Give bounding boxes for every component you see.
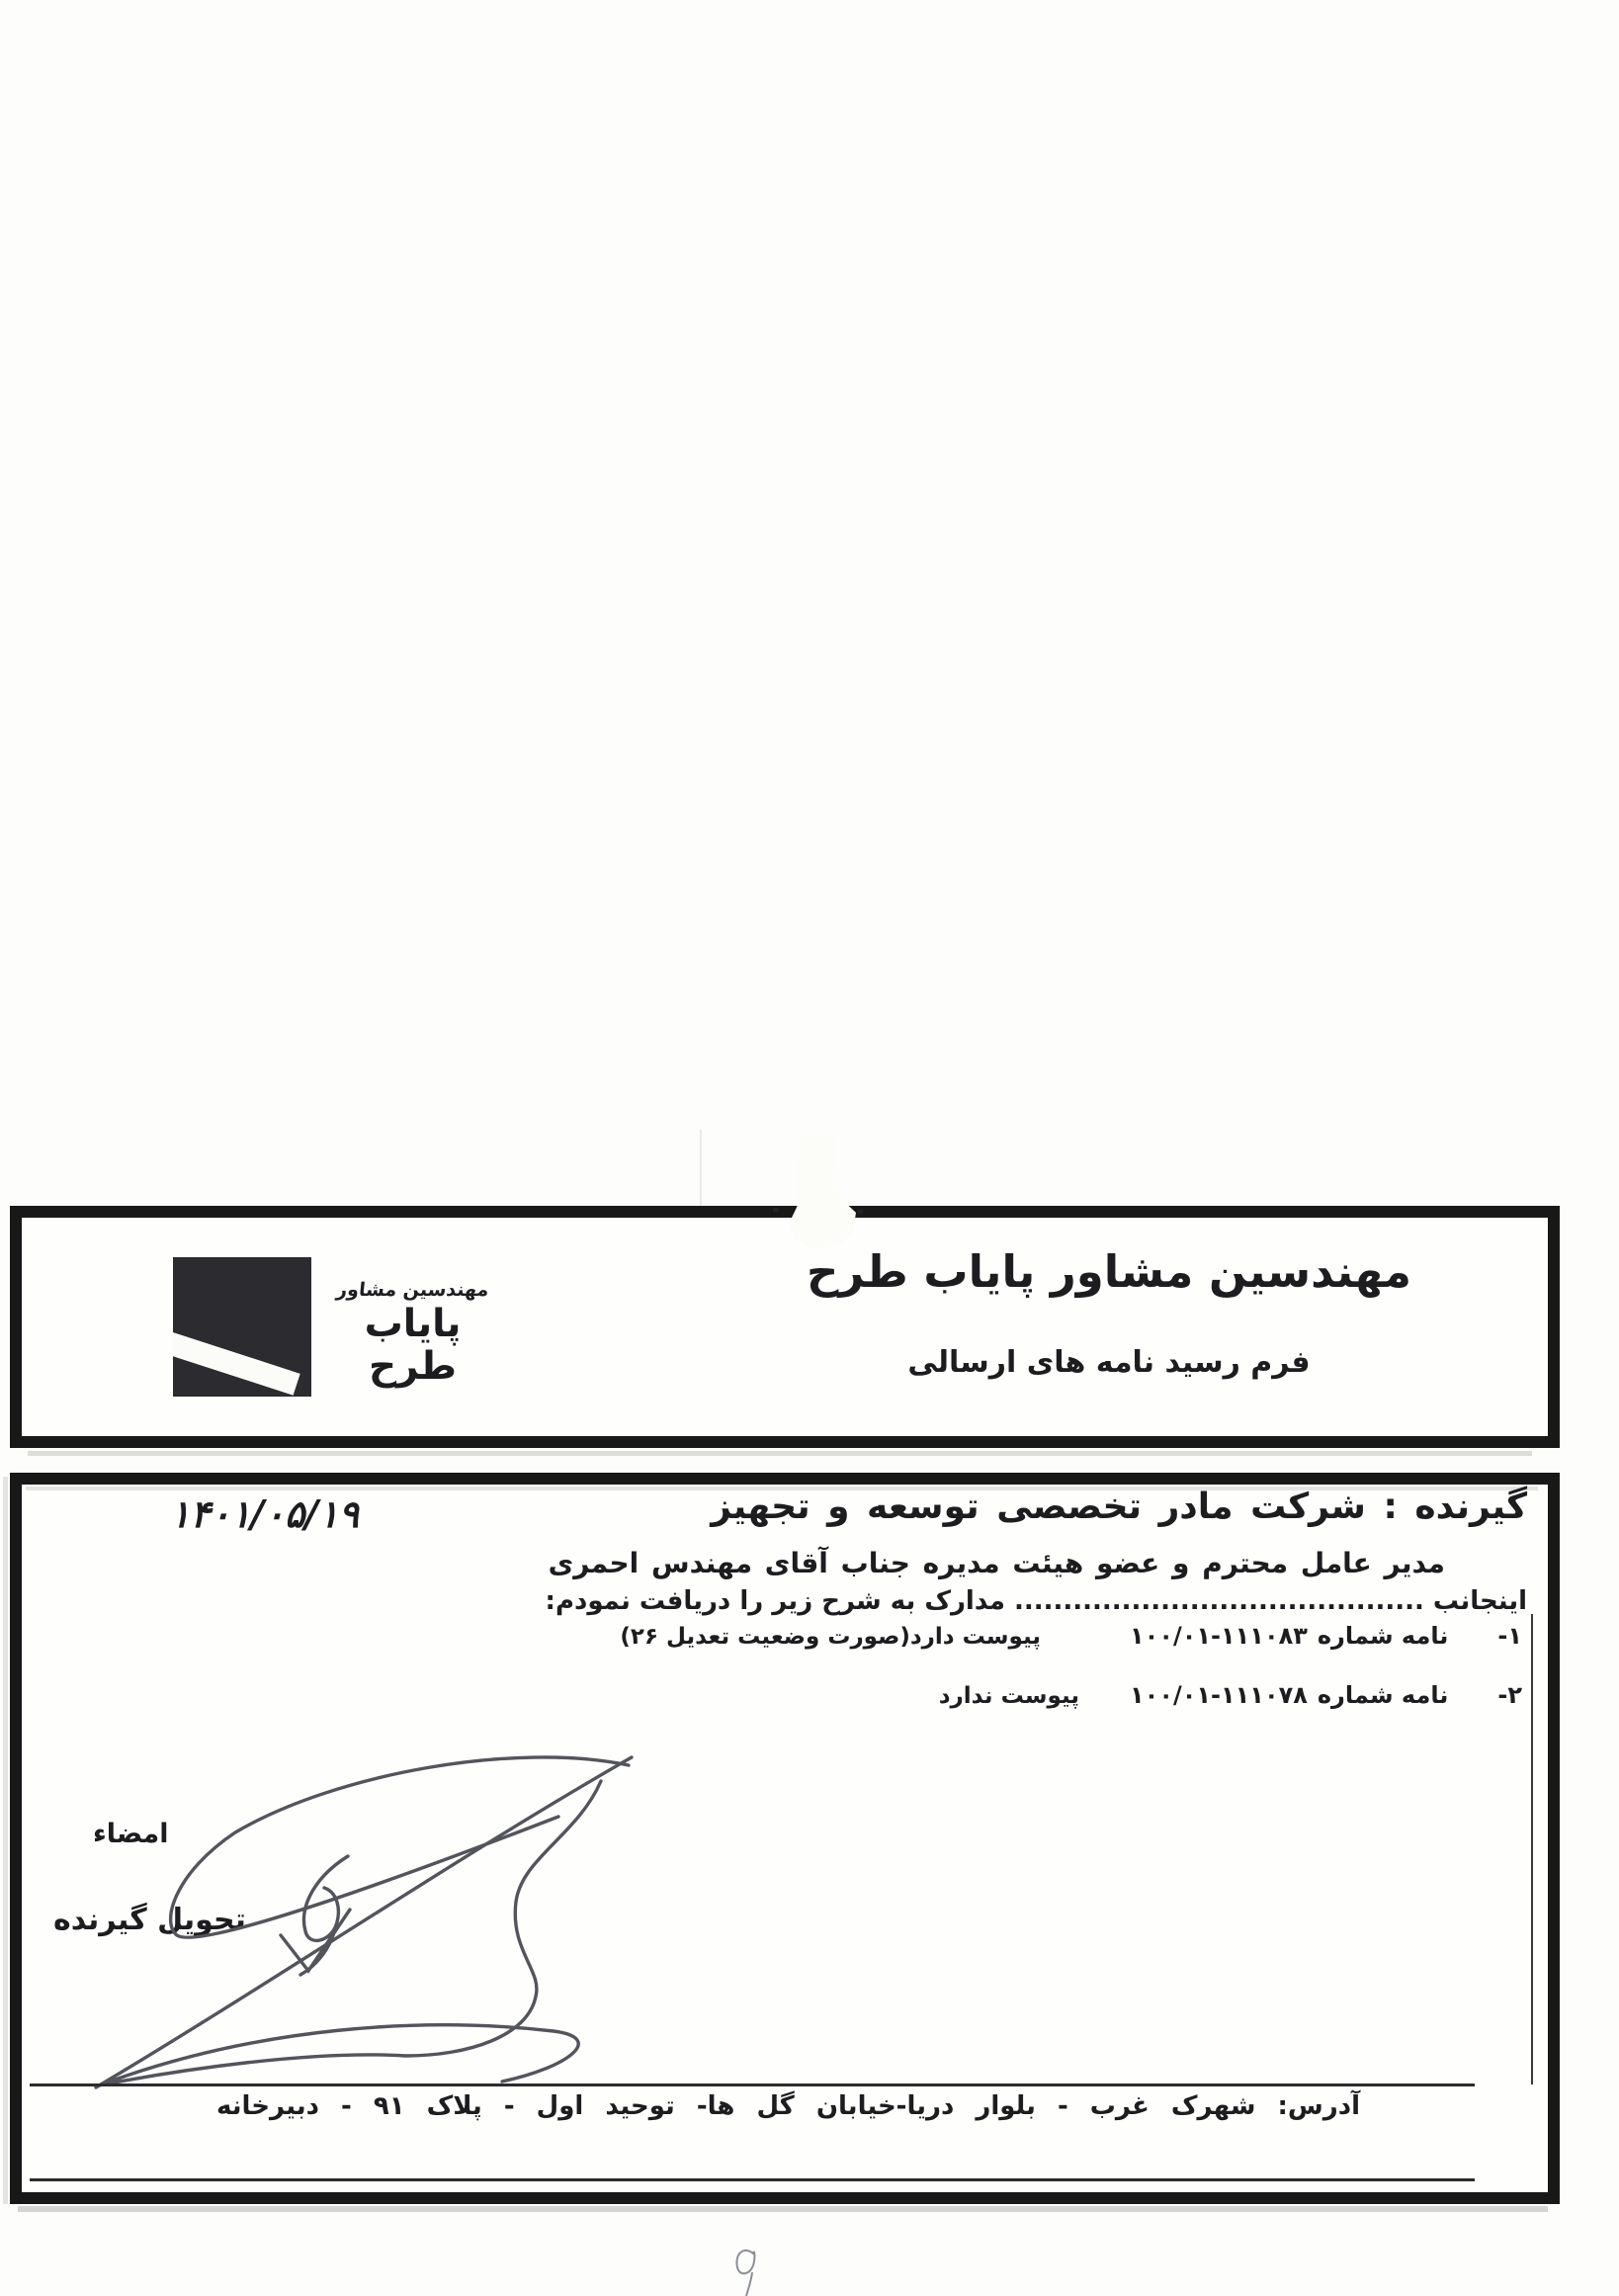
logo-wordmark-bottom: پایاب طرح [364, 1302, 462, 1389]
address-divider-bottom [30, 2178, 1475, 2181]
item-label: نامه شماره [1317, 1681, 1449, 1709]
handwritten-signature-ink [22, 1732, 674, 2097]
form-date: ۱۴۰۱/۰۵/۱۹ [170, 1492, 360, 1536]
attachment-note: پیوست ندارد [938, 1683, 1079, 1709]
undersigned-suffix: مدارک به شرح زیر را دریافت نمودم: [545, 1586, 1005, 1616]
items-margin-rule [1531, 1614, 1533, 2084]
receiver-label: تحویل گیرنده [53, 1903, 246, 1937]
header-box [10, 1206, 1560, 1448]
logo-diagonal-stripe [173, 1331, 300, 1396]
letter-item-1 [198, 1622, 1522, 1650]
undersigned-line [546, 1586, 1527, 1616]
scan-noise-band [3, 1477, 8, 2204]
signature-label: امضاء [93, 1819, 169, 1849]
manager-line: مدیر عامل محترم و عضو هیئت مدیره جناب آقای مهندس احمری [548, 1547, 1445, 1579]
dotted-fill-blank: .......................................... [1014, 1586, 1424, 1616]
recipient-line: گیرنده : شرکت مادر تخصصی توسعه و تجهیز [711, 1487, 1527, 1527]
header-titles [615, 1243, 1603, 1380]
address-line: آدرس: شهرک غرب - بلوار دریا-خیابان گل ها- توحید اول - پلاک ۹۱ - دبیرخانه [216, 2091, 1360, 2121]
item-label: نامه شماره [1317, 1622, 1449, 1650]
pen-mark-artifact [726, 2240, 770, 2296]
paper-tab-artifact [783, 1135, 856, 1249]
form-title: فرم رسید نامه های ارسالی [907, 1344, 1311, 1380]
scan-speck [773, 1208, 779, 1212]
letter-reference-number: ۱۰۰/۰۱-۱۱۱۰۸۳ [1130, 1622, 1308, 1650]
scan-noise-band [28, 1451, 1532, 1456]
scan-speck [858, 1210, 863, 1214]
logo-wordmark [321, 1279, 504, 1389]
scan-noise-band [18, 2206, 1548, 2212]
receipt-form-box [10, 1473, 1560, 2204]
address-divider-top [30, 2083, 1475, 2086]
undersigned-prefix: اینجانب [1432, 1586, 1527, 1616]
letter-reference-number: ۱۰۰/۰۱-۱۱۱۰۷۸ [1130, 1681, 1308, 1709]
letter-item-2 [198, 1681, 1522, 1709]
item-number: ۱- [1497, 1622, 1522, 1650]
logo-wordmark-top: مهندسین مشاور [335, 1279, 490, 1301]
company-title: مهندسین مشاور پایاب طرح [806, 1245, 1412, 1298]
attachment-note: پیوست دارد(صورت وضعیت تعدیل ۲۶) [620, 1624, 1041, 1650]
item-number: ۲- [1497, 1681, 1522, 1709]
company-logo [173, 1257, 311, 1397]
